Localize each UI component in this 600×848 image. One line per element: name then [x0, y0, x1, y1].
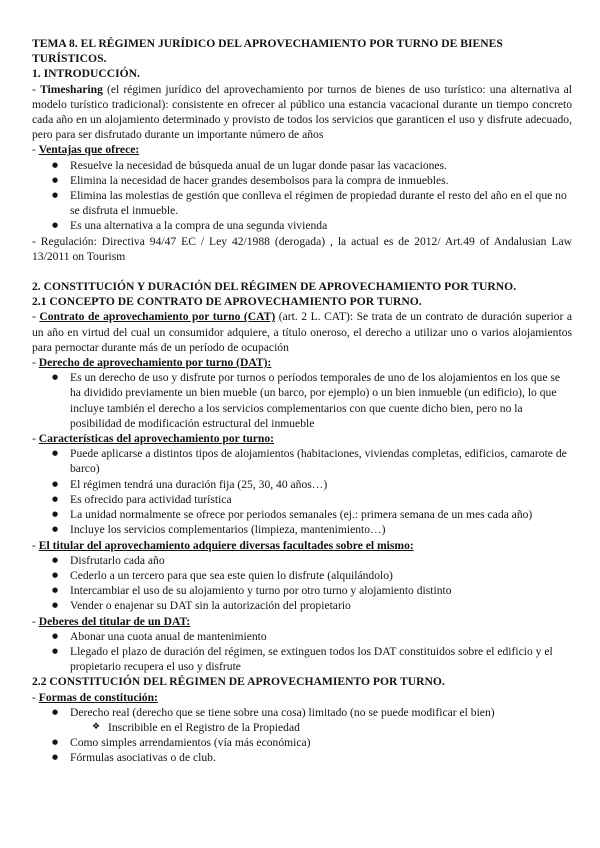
list-item: ● Elimina las molestias de gestión que conlleva el régimen de propiedad durante el resto del año en el que no se disfruta el inmueble. — [32, 188, 572, 218]
list-item: ● Incluye los servicios complementarios (limpieza, mantenimiento…) — [32, 522, 572, 537]
document-page — [32, 36, 572, 766]
titular-heading: - El titular del aprovechamiento adquiere diversas facultades sobre el mismo: — [32, 538, 414, 552]
formas-heading: - Formas de constitución: — [32, 690, 158, 704]
list-item: ● Llegado el plazo de duración del régimen, se extinguen todos los DAT constituidos sobre el edificio y el propietario recupera el uso y disfrute — [32, 644, 572, 674]
list-item: ● Cederlo a un tercero para que sea este quien lo disfrute (alquilándolo) — [32, 568, 572, 583]
deberes-heading: - Deberes del titular de un DAT: — [32, 614, 191, 628]
regulacion-paragraph: - Regulación: Directiva 94/47 EC / Ley 42/1988 (derogada) , la actual es de 2012/ Art.49 of Andalusian Law 13/2011 on Tourism — [32, 234, 572, 263]
cat-term: Contrato de aprovechamiento por turno (CAT) — [39, 310, 276, 324]
list-item: ● Como simples arrendamientos (vía más económica) — [32, 735, 572, 750]
deberes-heading-label: Deberes del titular de un DAT: — [38, 614, 191, 628]
timesharing-definition: (el régimen jurídico del aprovechamiento por turnos de bienes de uso turístico: una alternativa al modelo turístico tradicional): consistente en ofrecer al público una estancia vacacional durante un tiempo concreto cada año en un alojamiento determinado y provisto de todos los servicios que garanticen el uso y disfrute adecuado, pero para ser disfrutado durante un importante número de años — [32, 82, 572, 142]
cat-definition: (art. 2 L. CAT): Se trata de un contrato de duración superior a un año en virtud del cual un consumidor adquiere, a título oneroso, el derecho a utilizar uno o varios alojamientos para pernoctar durante más de un período de ocupación — [32, 310, 572, 354]
list-item: ● Es ofrecido para actividad turística — [32, 492, 572, 507]
list-item: ● Resuelve la necesidad de búsqueda anual de un lugar donde pasar las vacaciones. — [32, 158, 572, 173]
list-item: ● Elimina la necesidad de hacer grandes desembolsos para la compra de inmuebles. — [32, 173, 572, 188]
section-spacer — [32, 264, 572, 279]
timesharing-paragraph: - Timesharing (el régimen jurídico del aprovechamiento por turnos de bienes de uso turístico: una alternativa al modelo turístico tradicional): consistente en ofrecer al público una estancia vacacional durante un tiempo concreto cada año en un alojamiento determinado y provisto de todos los servicios que garanticen el uso y disfrute adecuado, pero para ser disfrutado durante un importante número de años — [32, 82, 572, 142]
list-item: ● El régimen tendrá una duración fija (25, 30, 40 años…) — [32, 477, 572, 492]
ventajas-heading-label: Ventajas que ofrece: — [38, 143, 140, 157]
list-item: ● La unidad normalmente se ofrece por periodos semanales (ej.: primera semana de un mes cada año) — [32, 507, 572, 522]
list-item: ● Derecho real (derecho que se tiene sobre una cosa) limitado (no se puede modificar el bien) — [32, 705, 572, 720]
sub-list-item: ❖ Inscribible en el Registro de la Propiedad — [32, 720, 572, 735]
timesharing-term: Timesharing — [39, 82, 103, 96]
titular-heading-label: El titular del aprovechamiento adquiere diversas facultades sobre el mismo: — [38, 538, 414, 552]
ventajas-heading: - Ventajas que ofrece: — [32, 143, 140, 157]
list-item: ● Es una alternativa a la compra de una segunda vivienda — [32, 218, 572, 233]
formas-heading-label: Formas de constitución: — [38, 690, 158, 704]
section-heading-constitucion: 2. CONSTITUCIÓN Y DURACIÓN DEL RÉGIMEN DE APROVECHAMIENTO POR TURNO. — [32, 280, 517, 294]
caracteristicas-list — [32, 446, 572, 537]
list-item: ● Es un derecho de uso y disfrute por turnos o períodos temporales de uno de los alojamientos en los que se ha dividido previamente un bien mueble (un barco, por ejemplo) o un bien inmueble (un edificio), lo que incluye también el derecho a los servicios complementarios con que cuente dicho bien, pero no la posibilidad de modificación estructural del inmueble — [32, 370, 572, 431]
list-item: ● Disfrutarlo cada año — [32, 553, 572, 568]
list-item: ● Abonar una cuota anual de mantenimiento — [32, 629, 572, 644]
formas-list — [32, 705, 572, 720]
dat-heading-label: Derecho de aprovechamiento por turno (DAT): — [38, 356, 272, 370]
list-item: ● Intercambiar el uso de su alojamiento y turno por otro turno y alojamiento distinto — [32, 583, 572, 598]
document-title: TEMA 8. EL RÉGIMEN JURÍDICO DEL APROVECHAMIENTO POR TURNO DE BIENES TURÍSTICOS. — [32, 37, 503, 66]
caracteristicas-heading: - Características del aprovechamiento por turno: — [32, 432, 275, 446]
cat-paragraph: - Contrato de aprovechamiento por turno (CAT) (art. 2 L. CAT): Se trata de un contrato de duración superior a un año en virtud del cual un consumidor adquiere, a título oneroso, el derecho a utilizar uno o varios alojamientos para pernoctar durante más de un período de ocupación — [32, 310, 572, 354]
dat-heading: - Derecho de aprovechamiento por turno (DAT): — [32, 356, 272, 370]
list-item: ● Fórmulas asociativas o de club. — [32, 750, 572, 765]
deberes-list — [32, 629, 572, 675]
caracteristicas-heading-label: Características del aprovechamiento por turno: — [38, 432, 275, 446]
dat-list — [32, 370, 572, 431]
ventajas-list — [32, 158, 572, 234]
list-item: ● Puede aplicarse a distintos tipos de alojamientos (habitaciones, viviendas completas, edificios, camarote de barco) — [32, 446, 572, 476]
list-item: ● Vender o enajenar su DAT sin la autorización del propietario — [32, 598, 572, 613]
section-heading-introduccion: 1. INTRODUCCIÓN. — [32, 67, 140, 81]
subsection-heading-constitucion: 2.2 CONSTITUCIÓN DEL RÉGIMEN DE APROVECHAMIENTO POR TURNO. — [32, 675, 445, 689]
formas-sublist — [32, 720, 572, 735]
titular-list — [32, 553, 572, 614]
formas-list-continued — [32, 735, 572, 765]
subsection-heading-concepto: 2.1 CONCEPTO DE CONTRATO DE APROVECHAMIENTO POR TURNO. — [32, 295, 422, 309]
